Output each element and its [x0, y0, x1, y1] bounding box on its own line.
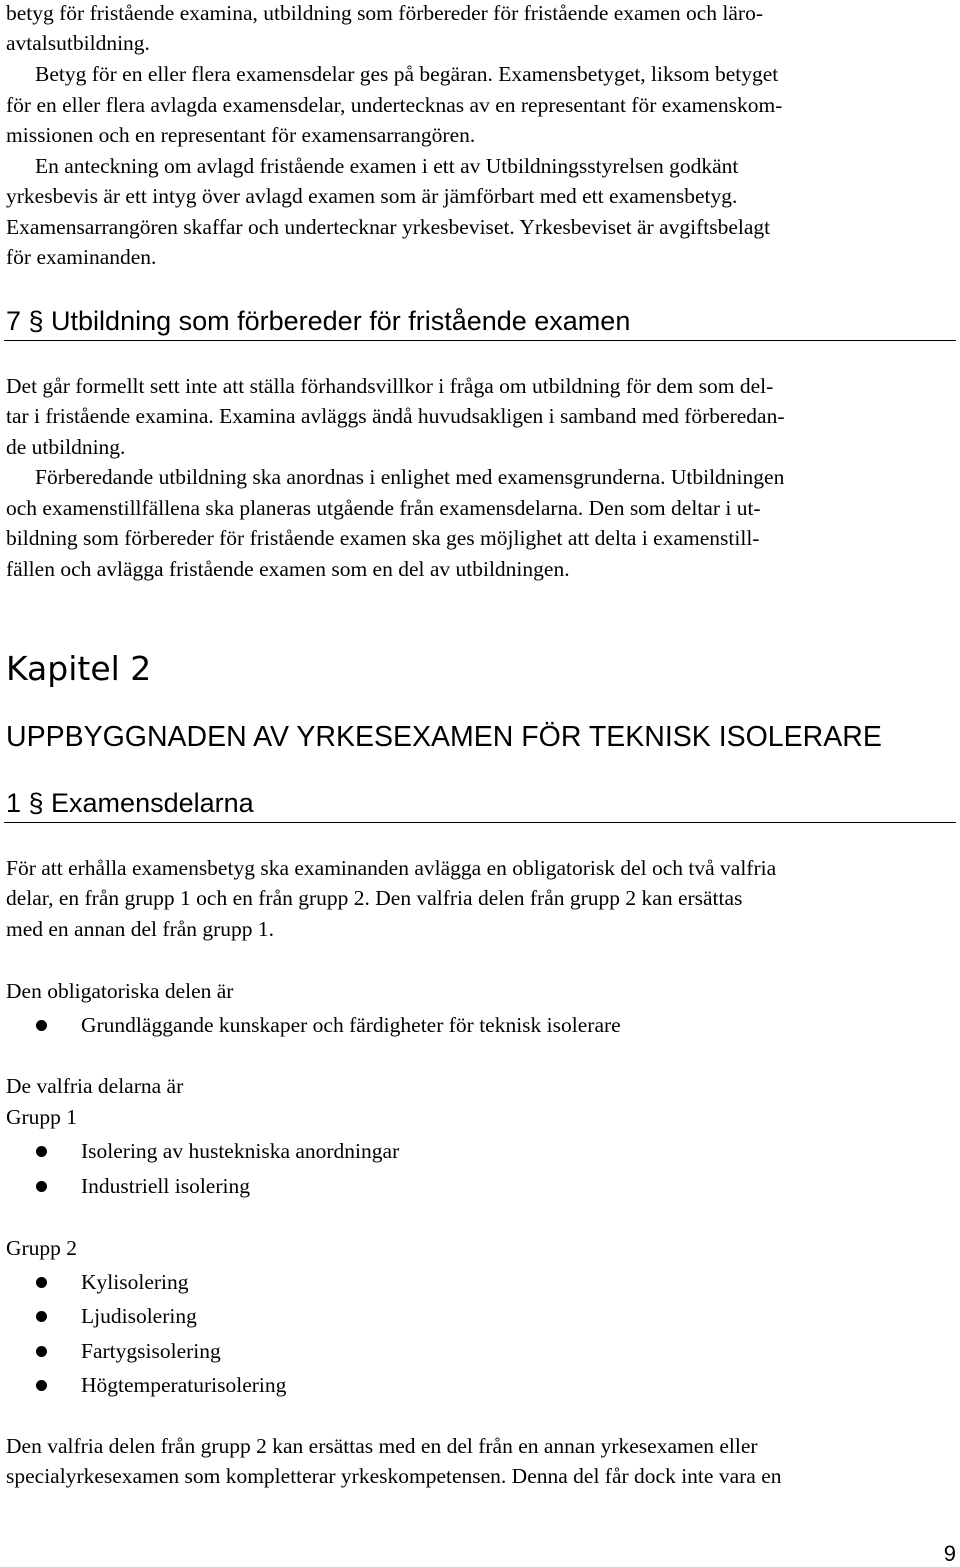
- text-line: för en eller flera avlagda examensdelar, undertecknas av en representant för examenskom-: [6, 93, 783, 117]
- text-line: och examenstillfällena ska planeras utgående från examensdelarna. Den som deltar i ut-: [6, 496, 761, 520]
- list-item-label: Isolering av hustekniska anordningar: [81, 1139, 400, 1163]
- list-item-label: Fartygsisolering: [81, 1339, 221, 1363]
- text-line: missionen och en representant för examensarrangören.: [6, 123, 476, 147]
- chapter-title: UPPBYGGNADEN AV YRKESEXAMEN FÖR TEKNISK ISOLERARE: [6, 721, 882, 753]
- text-line: Examensarrangören skaffar och undertecknar yrkesbeviset. Yrkesbeviset är avgiftsbelagt: [6, 215, 771, 239]
- bullet-icon: [36, 1181, 47, 1192]
- list-item-label: Ljudisolering: [81, 1304, 197, 1328]
- text-line: betyg för fristående examina, utbildning som förbereder för fristående examen och läro-: [6, 1, 763, 25]
- chapter-label: Kapitel 2: [6, 649, 152, 688]
- text-line: fällen och avlägga fristående examen som en del av utbildningen.: [6, 557, 570, 581]
- list-item-label: Högtemperaturisolering: [81, 1373, 287, 1397]
- text-line: En anteckning om avlagd fristående examen i ett av Utbildningsstyrelsen godkänt: [35, 154, 739, 178]
- text-line: avtalsutbildning.: [6, 31, 150, 55]
- bullet-icon: [36, 1380, 47, 1391]
- bullet-icon: [36, 1277, 47, 1288]
- section-heading: 7 § Utbildning som förbereder för fristående examen: [6, 306, 631, 336]
- list-item-label: Kylisolering: [81, 1270, 189, 1294]
- text-line: För att erhålla examensbetyg ska examinanden avlägga en obligatorisk del och två valfria: [6, 856, 777, 880]
- list-item-label: Industriell isolering: [81, 1174, 250, 1198]
- text-line: med en annan del från grupp 1.: [6, 917, 275, 941]
- text-line: för examinanden.: [6, 245, 157, 269]
- bullet-icon: [36, 1311, 47, 1322]
- text-line: delar, en från grupp 1 och en från grupp 2. Den valfria delen från grupp 2 kan ersättas: [6, 886, 743, 910]
- text-line: de utbildning.: [6, 435, 126, 459]
- bullet-icon: [36, 1020, 47, 1031]
- text-line: specialyrkesexamen som kompletterar yrkeskompetensen. Denna del får dock inte vara en: [6, 1464, 782, 1488]
- text-line: bildning som förbereder för fristående examen ska ges möjlighet att delta i examenstill-: [6, 526, 760, 550]
- bullet-icon: [36, 1346, 47, 1357]
- text-line: Det går formellt sett inte att ställa förhandsvillkor i fråga om utbildning för dem som del-: [6, 374, 774, 398]
- text-line: Förberedande utbildning ska anordnas i enlighet med examensgrunderna. Utbildningen: [35, 465, 785, 489]
- group2-label: Grupp 2: [6, 1236, 78, 1260]
- text-line: Betyg för en eller flera examensdelar ges på begäran. Examensbetyget, liksom betyget: [35, 62, 779, 86]
- optional-label: De valfria delarna är: [6, 1074, 184, 1098]
- heading-rule: [4, 340, 956, 341]
- text-line: Den valfria delen från grupp 2 kan ersättas med en del från en annan yrkesexamen eller: [6, 1434, 758, 1458]
- group1-label: Grupp 1: [6, 1105, 78, 1129]
- text-line: tar i fristående examina. Examina avläggs ändå huvudsakligen i samband med förberedan-: [6, 404, 785, 428]
- text-line: yrkesbevis är ett intyg över avlagd examen som är jämförbart med ett examensbetyg.: [6, 184, 738, 208]
- mandatory-label: Den obligatoriska delen är: [6, 979, 234, 1003]
- page-number: 9: [943, 1541, 956, 1566]
- list-item-label: Grundläggande kunskaper och färdigheter för teknisk isolerare: [81, 1013, 621, 1037]
- heading-rule: [4, 822, 956, 823]
- bullet-icon: [36, 1146, 47, 1157]
- section-heading: 1 § Examensdelarna: [6, 788, 254, 818]
